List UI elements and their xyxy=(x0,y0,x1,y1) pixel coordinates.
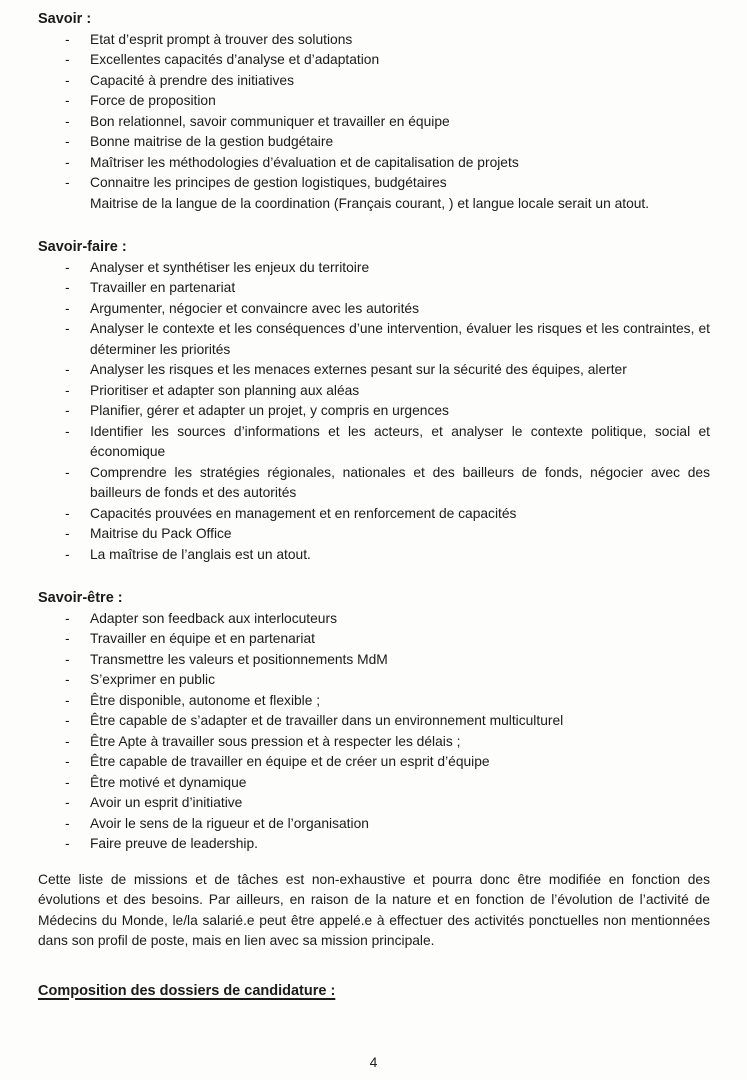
list-item-text: Faire preuve de leadership. xyxy=(90,836,258,851)
list-item-text: Être capable de s’adapter et de travailler dans un environnement multiculturel xyxy=(90,713,564,728)
list-item xyxy=(38,258,710,279)
list-item-text: Comprendre les stratégies régionales, nationales et des bailleurs de fonds, négocier avec des bailleurs de fonds et des autorités xyxy=(90,464,710,500)
dash-bullet: - xyxy=(65,526,70,541)
section-savoir-faire xyxy=(38,237,710,565)
list-item xyxy=(38,401,710,422)
dash-bullet: - xyxy=(65,134,70,149)
list-item xyxy=(38,711,710,732)
list-item xyxy=(38,545,710,566)
skills-sections xyxy=(38,9,710,855)
dash-bullet: - xyxy=(65,382,70,398)
section-heading: Savoir-faire : xyxy=(38,239,127,255)
dash-bullet: - xyxy=(65,280,70,295)
list-item-text: Avoir le sens de la rigueur et de l’organisation xyxy=(90,815,369,831)
dash-bullet: - xyxy=(65,321,70,336)
dash-bullet: - xyxy=(65,113,70,129)
list-item-text: Etat d’esprit prompt à trouver des solutions xyxy=(90,31,353,47)
dash-bullet: - xyxy=(65,259,70,275)
section-heading: Savoir : xyxy=(38,11,92,27)
list-item-text: Avoir un esprit d’initiative xyxy=(90,795,243,810)
dash-bullet: - xyxy=(65,651,70,667)
dash-bullet: - xyxy=(65,733,70,749)
list-item-text: Maitrise de la langue de la coordination (Français courant, ) et langue locale serait un atout. xyxy=(90,195,650,211)
list-item-text: Travailler en équipe et en partenariat xyxy=(90,631,315,646)
list-item-text: Travailler en partenariat xyxy=(90,280,236,295)
list-item-text: La maîtrise de l’anglais est un atout. xyxy=(90,546,311,562)
dash-bullet: - xyxy=(65,754,70,769)
list-item xyxy=(38,629,710,650)
list-item xyxy=(38,381,710,402)
dash-bullet: - xyxy=(65,423,70,439)
list-item xyxy=(38,691,710,712)
list-item xyxy=(38,112,710,133)
list-item-text: Argumenter, négocier et convaincre avec les autorités xyxy=(90,300,420,316)
list-item-text: Analyser le contexte et les conséquences d’une intervention, évaluer les risques et les contraintes, et déterminer les priorités xyxy=(90,321,710,357)
list-item-text: Transmettre les valeurs et positionnements MdM xyxy=(90,651,388,667)
list-item xyxy=(38,153,710,174)
dash-bullet: - xyxy=(65,154,70,170)
list-item-text: S’exprimer en public xyxy=(90,672,215,687)
list-item xyxy=(38,173,710,194)
list-item-text: Analyser les risques et les menaces externes pesant sur la sécurité des équipes, alerter xyxy=(90,362,627,377)
list-item-text: Excellentes capacités d’analyse et d’adaptation xyxy=(90,52,380,67)
section-heading: Savoir-être : xyxy=(38,590,123,606)
list-item xyxy=(38,71,710,92)
list-item-text: Bonne maitrise de la gestion budgétaire xyxy=(90,134,334,149)
dash-bullet: - xyxy=(65,815,70,831)
dash-bullet: - xyxy=(65,631,70,646)
list-item-text: Maitrise du Pack Office xyxy=(90,526,232,541)
list-item xyxy=(38,793,710,814)
list-item xyxy=(38,278,710,299)
dash-bullet: - xyxy=(65,93,70,108)
page-number: 4 xyxy=(369,1053,378,1070)
dash-bullet: - xyxy=(65,175,70,190)
dash-bullet: - xyxy=(65,52,70,67)
list-item-text: Être disponible, autonome et flexible ; xyxy=(90,692,321,708)
dash-bullet: - xyxy=(65,610,70,626)
list-item xyxy=(38,422,710,463)
list-item-text: Être capable de travailler en équipe et de créer un esprit d’équipe xyxy=(90,754,490,769)
closing-paragraph: Cette liste de missions et de tâches est non-exhaustive et pourra donc être modifiée en fonction des évolutions et des besoins. Par ailleurs, en raison de la nature et en fonction de l’évolution de l’activité de Médecins du Monde, le/la salarié.e peut être appelé.e à effectuer des activités ponctuelles non mentionnées dans son profil de poste, mais en lien avec sa mission principale. xyxy=(38,871,710,948)
dash-bullet: - xyxy=(65,836,70,851)
list-item-text: Connaitre les principes de gestion logistiques, budgétaires xyxy=(90,175,447,190)
list-item-text: Être motivé et dynamique xyxy=(90,774,247,790)
list-item-text: Bon relationnel, savoir communiquer et travailler en équipe xyxy=(90,113,450,129)
list-item-text: Planifier, gérer et adapter un projet, y compris en urgences xyxy=(90,403,449,418)
composition-heading xyxy=(38,981,710,1002)
list-item-text: Analyser et synthétiser les enjeux du territoire xyxy=(90,259,370,275)
list-item-text: Identifier les sources d’informations et les acteurs, et analyser le contexte politique, social et économique xyxy=(90,423,710,459)
dash-bullet: - xyxy=(65,692,70,708)
list-item-text: Capacités prouvées en management et en renforcement de capacités xyxy=(90,505,517,521)
dash-bullet: - xyxy=(65,362,70,377)
list-item xyxy=(38,132,710,153)
list-item xyxy=(38,834,710,855)
list-item xyxy=(38,299,710,320)
list-item-text: Être Apte à travailler sous pression et à respecter les délais ; xyxy=(90,733,461,749)
list-item xyxy=(38,30,710,51)
dash-bullet: - xyxy=(65,31,70,47)
dash-bullet: - xyxy=(65,403,70,418)
section-savoir xyxy=(38,9,710,214)
dash-bullet: - xyxy=(65,672,70,687)
list-item-text: Prioritiser et adapter son planning aux aléas xyxy=(90,382,360,398)
dash-bullet: - xyxy=(65,464,70,480)
list-item xyxy=(38,360,710,381)
list-item xyxy=(38,670,710,691)
list-item xyxy=(38,524,710,545)
composition-heading-text: Composition des dossiers de candidature : xyxy=(38,982,336,999)
list-item xyxy=(38,752,710,773)
list-item-text: Force de proposition xyxy=(90,93,216,108)
dash-bullet: - xyxy=(65,300,70,316)
list-item xyxy=(38,609,710,630)
list-item xyxy=(38,91,710,112)
list-item xyxy=(38,50,710,71)
list-item xyxy=(38,504,710,525)
dash-bullet: - xyxy=(65,505,70,521)
dash-bullet: - xyxy=(65,795,70,810)
list-item xyxy=(38,463,710,504)
dash-bullet: - xyxy=(65,774,70,790)
dash-bullet: - xyxy=(65,546,70,562)
list-item xyxy=(38,194,710,215)
list-item xyxy=(38,319,710,360)
list-item-text: Capacité à prendre des initiatives xyxy=(90,72,295,88)
list-item-text: Maîtriser les méthodologies d’évaluation et de capitalisation de projets xyxy=(90,154,519,170)
list-item xyxy=(38,650,710,671)
dash-bullet: - xyxy=(65,72,70,88)
list-item-text: Adapter son feedback aux interlocuteurs xyxy=(90,610,337,626)
list-item xyxy=(38,814,710,835)
section-savoir-etre xyxy=(38,588,710,855)
list-item xyxy=(38,773,710,794)
list-item xyxy=(38,732,710,753)
bullet-spacer xyxy=(65,194,90,215)
dash-bullet: - xyxy=(65,713,70,728)
